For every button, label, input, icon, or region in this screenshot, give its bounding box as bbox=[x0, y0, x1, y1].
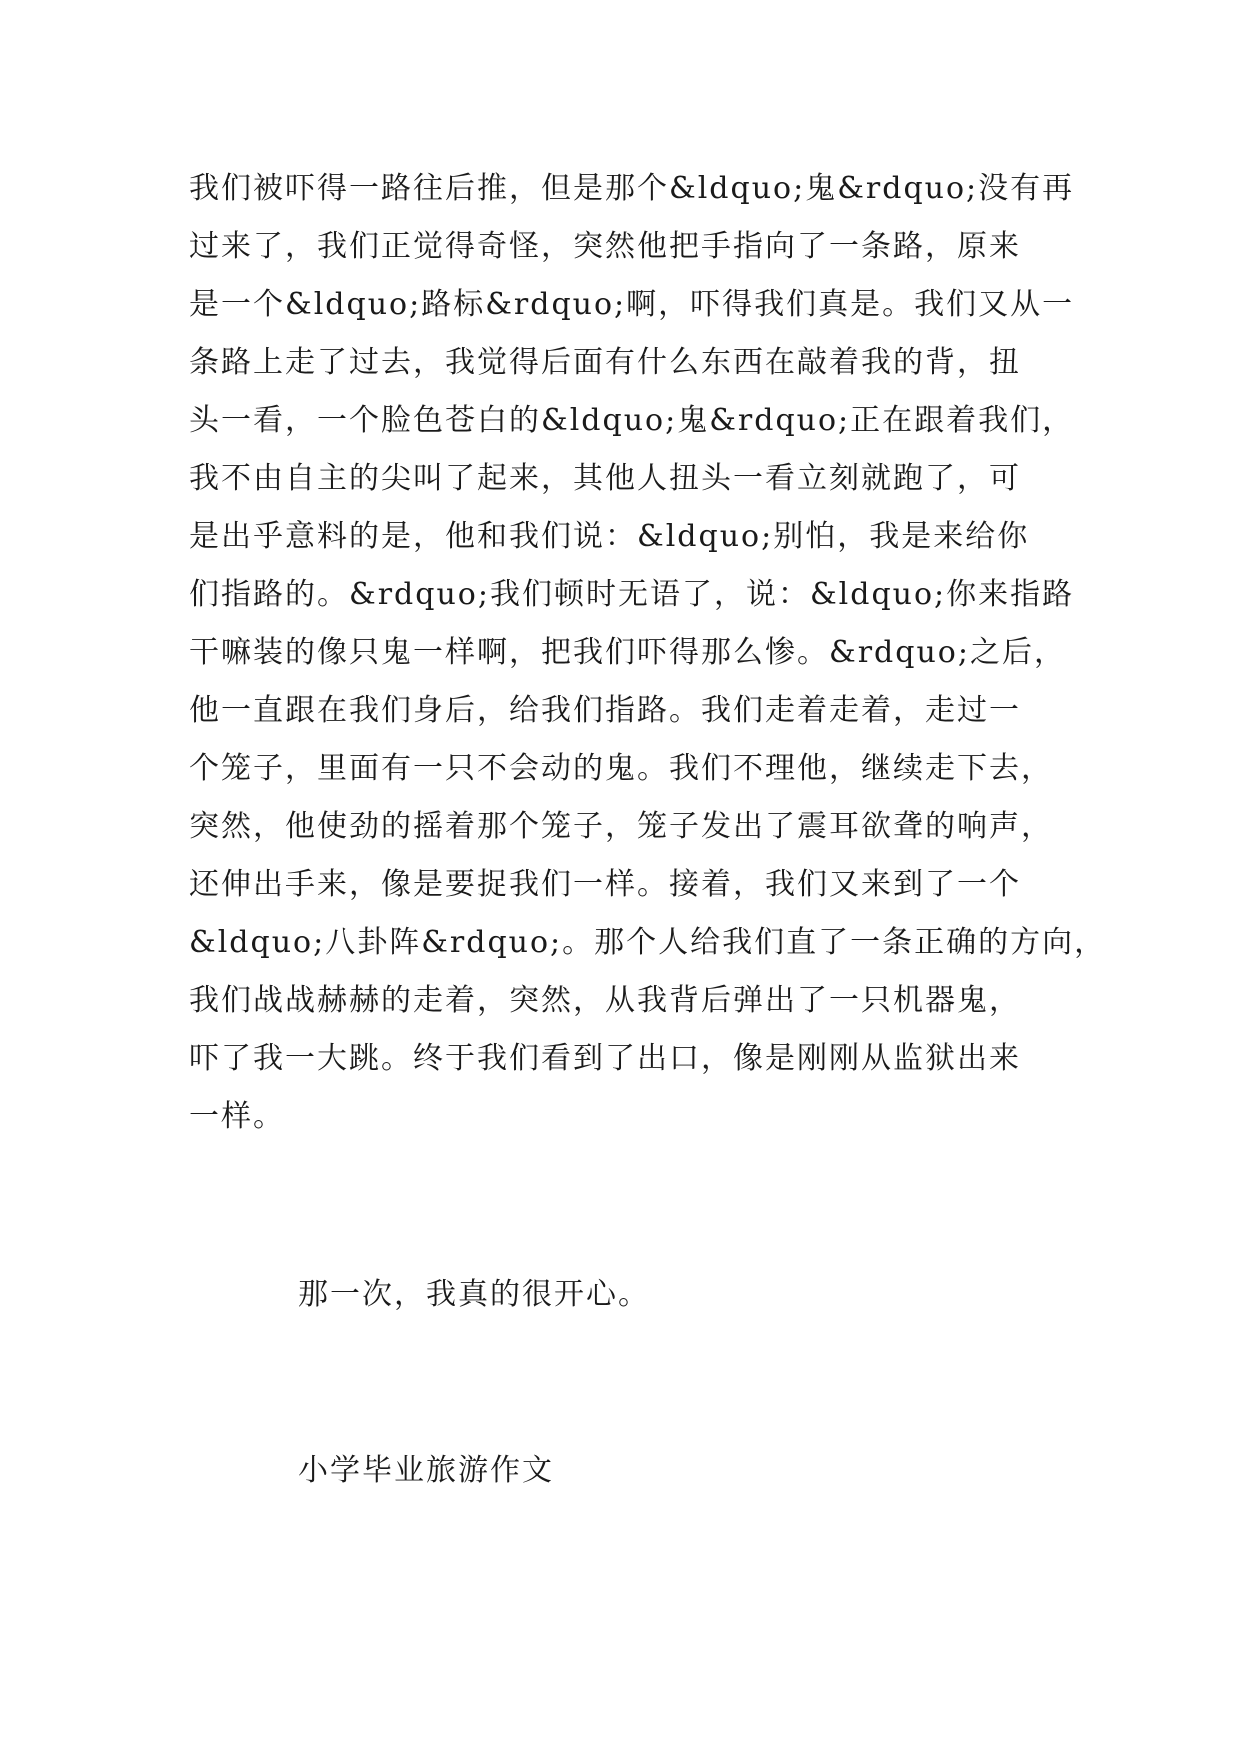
paragraph-line: 干嘛装的像只鬼一样啊，把我们吓得那么惨。&rdquo;之后， bbox=[189, 635, 1066, 670]
paragraph-line: 还伸出手来，像是要捉我们一样。接着，我们又来到了一个 bbox=[189, 867, 1021, 902]
paragraph-line: 我们被吓得一路往后推，但是那个&ldquo;鬼&rdquo;没有再 bbox=[189, 171, 1075, 206]
paragraph-line: 是出乎意料的是，他和我们说：&ldquo;别怕，我是来给你 bbox=[189, 519, 1030, 554]
paragraph-line: 突然，他使劲的摇着那个笼子，笼子发出了震耳欲聋的响声， bbox=[189, 809, 1053, 844]
paragraph-line: 条路上走了过去，我觉得后面有什么东西在敲着我的背，扭 bbox=[189, 345, 1021, 380]
paragraph-line: 吓了我一大跳。终于我们看到了出口，像是刚刚从监狱出来 bbox=[189, 1041, 1021, 1076]
paragraph-line: 过来了，我们正觉得奇怪，突然他把手指向了一条路，原来 bbox=[189, 229, 1021, 264]
essay-title-line: 小学毕业旅游作文 bbox=[298, 1453, 554, 1488]
paragraph-line: 们指路的。&rdquo;我们顿时无语了，说：&ldquo;你来指路 bbox=[189, 577, 1075, 612]
paragraph-line: 是一个&ldquo;路标&rdquo;啊，吓得我们真是。我们又从一 bbox=[189, 287, 1075, 322]
paragraph-1 bbox=[189, 160, 1107, 1146]
paragraph-line: 个笼子，里面有一只不会动的鬼。我们不理他，继续走下去， bbox=[189, 751, 1053, 786]
paragraph-line: 一样。 bbox=[189, 1099, 285, 1134]
paragraph-2: 那一次，我真的很开心。 bbox=[298, 1277, 650, 1312]
paragraph-line: &ldquo;八卦阵&rdquo;。那个人给我们直了一条正确的方向， bbox=[189, 925, 1107, 960]
paragraph-line: 头一看，一个脸色苍白的&ldquo;鬼&rdquo;正在跟着我们， bbox=[189, 403, 1075, 438]
paragraph-line: 我不由自主的尖叫了起来，其他人扭头一看立刻就跑了，可 bbox=[189, 461, 1021, 496]
paragraph-line: 他一直跟在我们身后，给我们指路。我们走着走着，走过一 bbox=[189, 693, 1021, 728]
paragraph-line: 我们战战赫赫的走着，突然，从我背后弹出了一只机器鬼， bbox=[189, 983, 1021, 1018]
